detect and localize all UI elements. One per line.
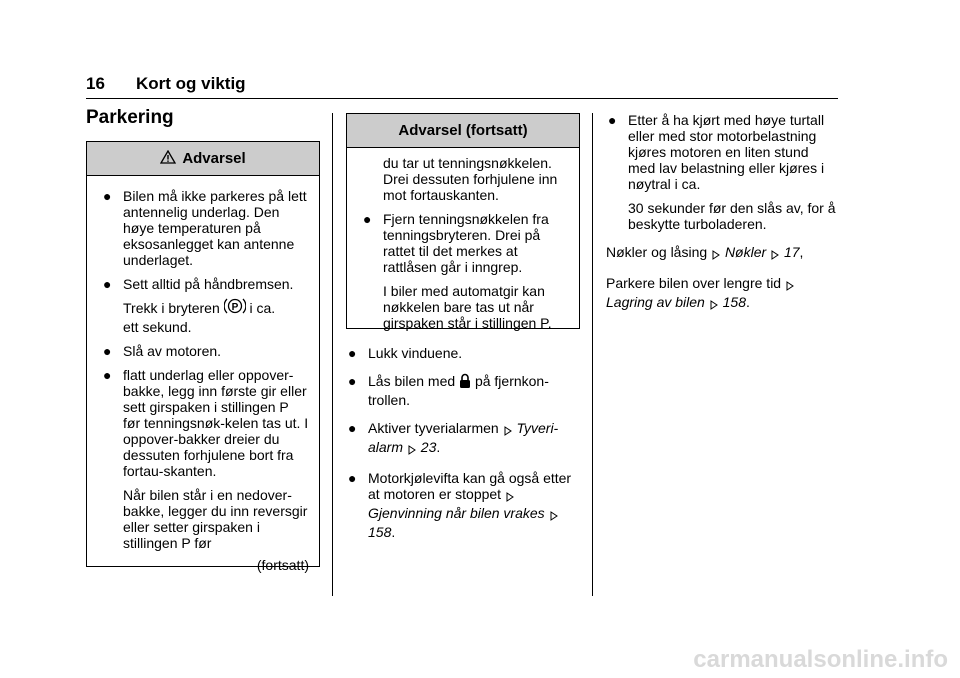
list-item-engine-fan: ● Motorkjølevifta kan gå også etter at motoren er stoppet Gjenvinning når bilen vrakes 158.	[348, 470, 572, 540]
reference-page-keys[interactable]: 17	[783, 244, 800, 260]
section-title: Parkering	[86, 107, 174, 128]
column-divider-2	[592, 113, 593, 596]
reference-page-theft-alarm[interactable]: 23	[420, 439, 437, 455]
column-2-list	[346, 345, 580, 548]
reference-page-storage[interactable]: 158	[722, 294, 746, 310]
page-header	[86, 70, 838, 99]
column-divider-1	[332, 113, 333, 596]
warning-box-2-header	[347, 114, 579, 148]
column-1	[86, 107, 320, 128]
reference-link-vehicle-recycling[interactable]: Gjenvinning når bilen vrakes	[368, 505, 545, 521]
reference-page-vehicle-recycling[interactable]: 158	[368, 524, 392, 540]
para-keys-and-locking: Nøkler og låsing Nøkler 17,	[606, 244, 838, 263]
warning-box-2	[346, 113, 580, 329]
page-reference-arrow-icon	[709, 297, 719, 313]
reference-link-keys[interactable]: Nøkler	[724, 244, 767, 260]
page-reference-arrow-icon	[503, 423, 513, 439]
para-long-term-parking: Parkere bilen over lengre tid Lagring av bilen 158.	[606, 275, 838, 313]
warning-2-sub-paragraph: I biler med automatgir kan nøkkelen bare tas ut når girspaken står i stillingen P.	[383, 283, 552, 331]
page-reference-arrow-icon	[785, 278, 795, 294]
chapter-title: Kort og viktig	[136, 74, 246, 93]
column-3	[606, 112, 838, 313]
warning-box-1-title: Advarsel	[182, 150, 246, 167]
continued-note: (fortsatt)	[256, 557, 309, 573]
svg-text:P: P	[231, 302, 238, 313]
lock-icon	[459, 373, 471, 392]
warning-box-1	[86, 141, 320, 573]
page-reference-arrow-icon	[549, 508, 559, 524]
warning-1-item-4: ● flatt underlag eller oppover-bakke, legg inn første gir eller sett girspaken i stillingen P før tenningsnøk-kelen tas ut. I oppover-bakker dreier du dessuten forhjulene bort fra fortau-skanten.	[103, 367, 309, 479]
page-reference-arrow-icon	[505, 489, 515, 505]
turbo-cooldown-sub: 30 sekunder før den slås av, for å beskytte turboladeren.	[628, 200, 836, 232]
list-item-lock-car: ● Lås bilen med på fjernkon-trollen.	[348, 373, 549, 408]
list-item-turbo-cooldown: ● Etter å ha kjørt med høye turtall eller med stor motorbelastning kjøres motoren en liten stund med lav belastning eller kjøres i nøytral i ca.	[608, 112, 825, 192]
warning-2-lead: du tar ut tenningsnøkkelen. Drei dessuten forhjulene inn mot fortauskanten.	[383, 155, 558, 203]
reference-link-storage[interactable]: Lagring av bilen	[606, 294, 705, 310]
watermark: carmanualsonline.info	[693, 646, 948, 673]
warning-1-item-2: ● Sett alltid på håndbremsen. Trekk i bryteren P i ca. ett sekund.	[103, 276, 294, 335]
reference-link-theft-alarm[interactable]: Tyveri-alarm	[368, 420, 559, 455]
list-item-close-windows: ● Lukk vinduene.	[348, 345, 463, 361]
warning-2-item: ● Fjern tenningsnøkkelen fra tenningsbryteren. Drei på rattet til det merkes at rattlåsen går i inngrep.	[363, 211, 549, 275]
warning-box-1-header	[87, 142, 319, 176]
warning-1-item-3: ● Slå av motoren.	[103, 343, 222, 359]
page-reference-arrow-icon	[711, 247, 721, 263]
page-reference-arrow-icon	[770, 247, 780, 263]
parking-brake-icon	[224, 296, 246, 319]
warning-1-item-1: ● Bilen må ikke parkeres på lett antennelig underlag. Den høye temperaturen på eksosanlegget kan antenne underlaget.	[103, 188, 307, 268]
page-number: 16	[86, 74, 105, 93]
warning-triangle-icon	[160, 150, 176, 168]
warning-1-sub-paragraph: Når bilen står i en nedover-bakke, legger du inn reversgir eller setter girspaken i stillingen P før	[123, 487, 308, 551]
list-item-theft-alarm: ● Aktiver tyverialarmen Tyveri-alarm 23.	[346, 420, 580, 458]
page-reference-arrow-icon	[407, 442, 417, 458]
warning-box-2-title: Advarsel (fortsatt)	[398, 122, 528, 139]
